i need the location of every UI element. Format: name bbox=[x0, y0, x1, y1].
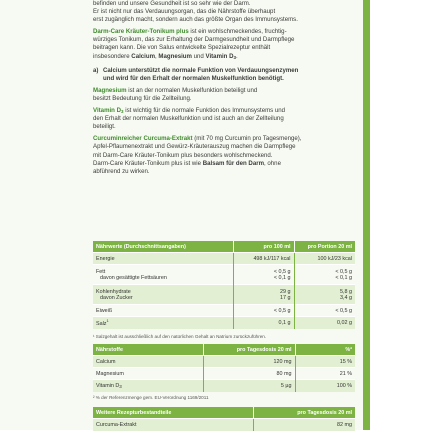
claim-marker: a) bbox=[93, 66, 99, 74]
table-header: pro Tagesdosis 20 ml bbox=[253, 407, 355, 419]
nutrients-footnote: ² % der Referenzmenge gem. EU-Verordnung 1169/2011 bbox=[93, 395, 209, 400]
table-header-row bbox=[93, 344, 355, 356]
table-header: Nährwerte (Durchschnittsangaben) bbox=[93, 241, 233, 253]
table-row: Energie 498 kJ/117 kcal 100 kJ/23 kcal bbox=[93, 253, 355, 265]
ingredients-table bbox=[93, 407, 355, 431]
description-text: befinden und unsere Gesundheit ist so sehr wie der Darm. Er ist nicht nur das Verdauungsorgan, das die Nährstoffe überhaupt erst zugänglich macht, sondern auch das größte Organ des Immunsystems. Darm-Care Kräuter-Tonikum plus ist ein wohlschmeckendes, fruchtig- würziges Tonikum, das zur Erhaltung der Darmgesundheit und Darmpflege beitragen kann. Die von Salus entwickelte Spezialrezeptur enthält insbesondere Calcium, Magnesium und Vitamin $D_3$. a) Calcium unterstützt die normale Funktion von Verdauungsenzymen und wird für den Erhalt der normalen Muskelfunktion benötigt. Magnesium ist an der normalen Muskelfunktion beteiligt und besitzt Bedeutung für die Zellteilung. Vitamin $D_3$ ist wichtig für die normale Funktion des Immunsystems und den Erhalt der normalen Muskelfunktion und ist auch an der Zellteilung beteiligt. Curcuminreicher Curcuma-Extrakt (mit 70 mg Curcumin pro Tagesmenge), Apfel-Pflaumenextrakt und Gewürz-Kräuterauszug machen die Darmpflege mit Darm-Care Kräuter-Tonikum plus besonders wohlschmeckend. Darm-Care Kräuter-Tonikum plus ist wie Balsam für den Darm, ohne abführend zu wirken. bbox=[93, 0, 355, 176]
nutrients-table bbox=[93, 344, 355, 392]
right-white-margin bbox=[370, 0, 430, 430]
table-row: Magnesium 80 mg 21 % bbox=[93, 368, 355, 380]
magnesium-highlight: Magnesium bbox=[158, 52, 192, 60]
table-row: Vitamin $D_3$ 5 µg 100 % bbox=[93, 380, 355, 392]
calcium-claim: a) Calcium unterstützt die normale Funktion von Verdauungsenzymen und wird für den Erhalt der normalen Muskelfunktion benötigt. bbox=[93, 66, 299, 82]
table-row: Curcuma-Extrakt 82 mg bbox=[93, 419, 355, 431]
table-header: Nährstoffe bbox=[93, 344, 203, 356]
table-header: pro 100 ml bbox=[233, 241, 294, 253]
product-paragraph: Darm-Care Kräuter-Tonikum plus ist ein wohlschmeckendes, fruchtig- bbox=[93, 28, 287, 36]
product-name: Darm-Care Kräuter-Tonikum plus bbox=[93, 28, 189, 36]
table-row: Eiweiß < 0,5 g < 0,5 g bbox=[93, 305, 355, 317]
curcuma-paragraph: Curcuminreicher Curcuma-Extrakt (mit 70 mg Curcumin pro Tagesmenge), bbox=[93, 135, 302, 143]
magnesium-paragraph: Magnesium ist an der normalen Muskelfunktion beteiligt und bbox=[93, 86, 258, 94]
balsam-highlight: Balsam für den Darm bbox=[202, 159, 265, 167]
table-header: Weitere Rezepturbestandteile bbox=[93, 407, 253, 419]
table-header: pro Tagesdosis 20 ml bbox=[203, 344, 295, 356]
intro-line: befinden und unsere Gesundheit ist so sehr wie der Darm. bbox=[93, 0, 251, 7]
table-header: pro Portion 20 ml bbox=[294, 241, 355, 253]
green-edge-rail bbox=[363, 0, 370, 430]
table-header-row bbox=[93, 241, 355, 253]
nutrition-footnote: ¹ Salzgehalt ist ausschließlich auf den natürlichen Gehalt an Natrium zurückzuführen. bbox=[93, 334, 267, 339]
calcium-highlight: Calcium bbox=[131, 52, 156, 60]
nutrition-table bbox=[93, 241, 355, 329]
intro-line: erst zugänglich macht, sondern auch das größte Organ des Immunsystems. bbox=[93, 16, 298, 24]
table-header-row bbox=[93, 407, 355, 419]
intro-line: Er ist nicht nur das Verdauungsorgan, das die Nährstoffe überhaupt bbox=[93, 8, 276, 16]
table-row: Calcium 120 mg 15 % bbox=[93, 356, 355, 368]
table-row: Salz$^1$ 0,1 g 0,02 g bbox=[93, 317, 355, 329]
table-row: Fett davon gesättigte Fettsäuren < 0,5 g < 0,1 g < 0,5 g < 0,1 g bbox=[93, 265, 355, 285]
table-header: %² bbox=[295, 344, 355, 356]
vitamin-highlight: Vitamin $D_3$ bbox=[205, 52, 237, 60]
vitamin-d-paragraph: Vitamin $D_3$ ist wichtig für die normale Funktion des Immunsystems und bbox=[93, 107, 286, 115]
table-row: Kohlenhydrate davon Zucker 29 g 17 g 5,8 g 3,4 g bbox=[93, 285, 355, 305]
